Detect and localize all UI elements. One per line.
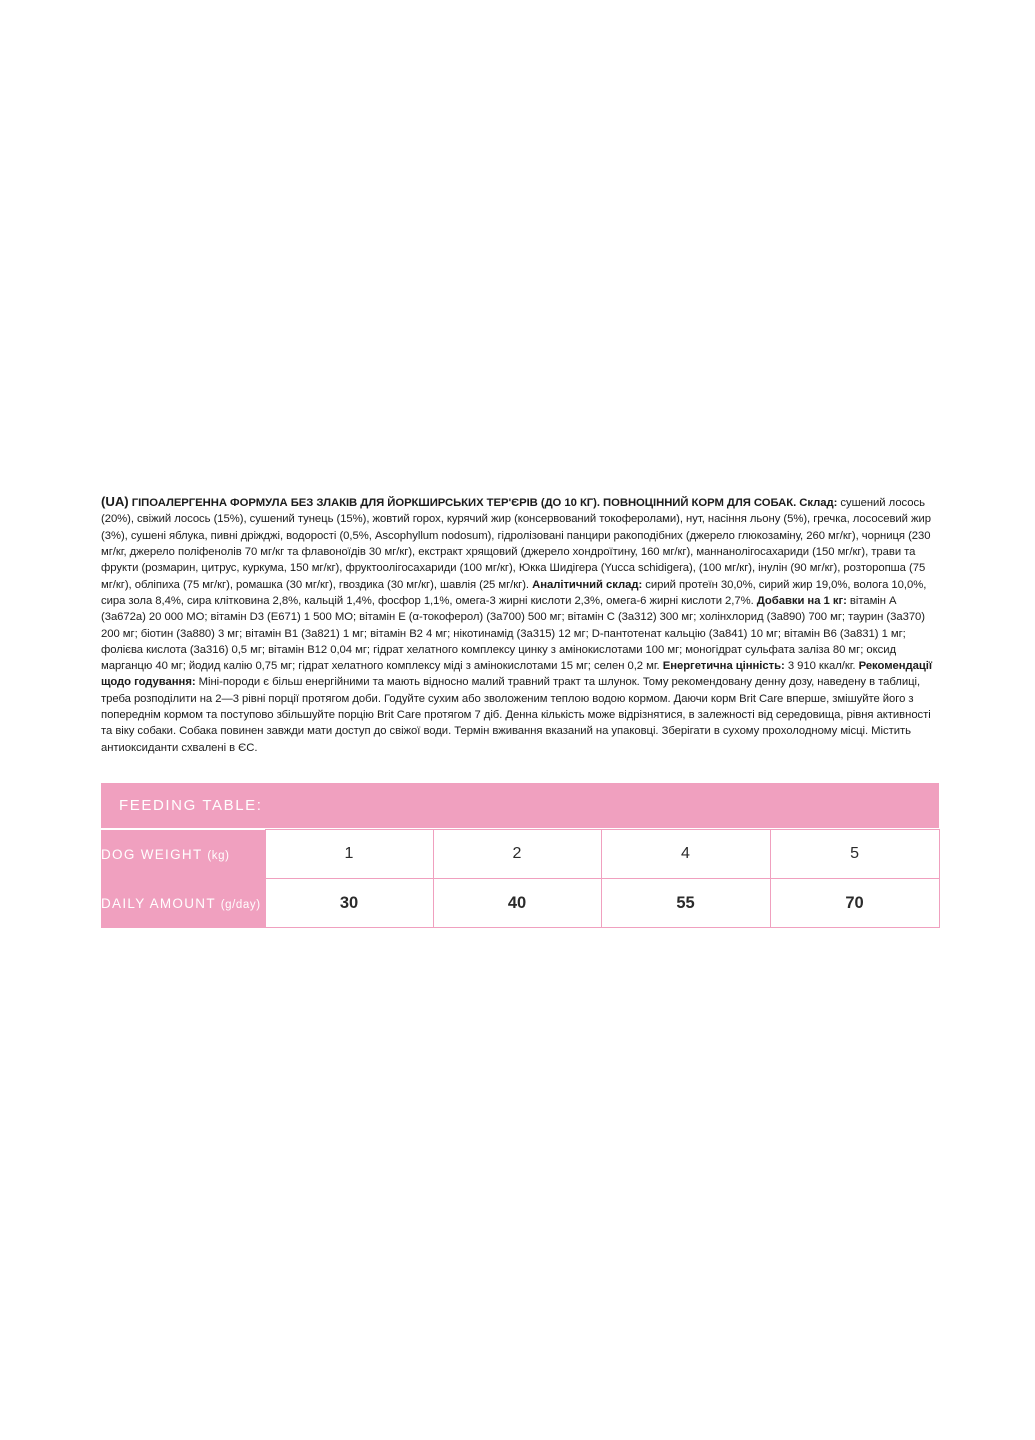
daily-amount-label bbox=[101, 879, 265, 928]
dog-weight-unit: (kg) bbox=[207, 849, 230, 862]
dog-weight-label bbox=[101, 830, 265, 879]
table-cell: 55 bbox=[601, 879, 770, 928]
dog-weight-label-text: DOG WEIGHT bbox=[101, 846, 203, 862]
dog-weight-row bbox=[101, 830, 939, 879]
table-cell: 5 bbox=[770, 830, 939, 879]
feeding-table-title-row bbox=[101, 783, 939, 828]
additives-text: вітамін A (3a672a) 20 000 МО; вітамін D3 (E671) 1 500 МО; вітамін E (α-токоферол) (3a700) 500 мг; вітамін C (3a312) 300 мг; холінхлорид (3a890) 700 мг; таурин (3a370) 200 мг; біотин (3a880) 3 мг; вітамін B1 (3a821) 1 мг; вітамін B2 4 мг; нікотинамід (3a315) 12 мг; D-пантотенат кальцію (3a841) 10 мг; вітамін B6 (3a831) 1 мг; фолієва кислота (3a316) 0,5 мг; вітамін B12 0,04 мг; гідрат хелатного комплексу цинку з амінокислотами 100 мг; моногідрат сульфата заліза 80 мг; оксид марганцю 40 мг; йодид калію 0,75 мг; гідрат хелатного комплексу міді з амінокислотами 15 мг; селен 0,2 мг. bbox=[101, 594, 926, 673]
language-tag: (UA) bbox=[101, 494, 129, 509]
table-cell: 2 bbox=[433, 830, 601, 879]
recommendations-label: Рекомендації щодо годування: bbox=[101, 660, 932, 689]
feeding-table-title: FEEDING TABLE: bbox=[101, 783, 939, 828]
energy-label: Енергетична цінність: bbox=[662, 660, 785, 673]
analytical-text: сирий протеїн 30,0%, сирий жир 19,0%, волога 10,0%, сира зола 8,4%, сира клітковина 2,8%, кальцій 1,4%, фосфор 1,1%, омега-3 жирні кислоти 2,3%, омега-6 жирні кислоти 2,7%. bbox=[101, 578, 927, 607]
recommendations-text: Міні-породи є більш енергійними та мають відносно малий травний тракт та шлунок. Тому рекомендовану денну дозу, наведену в таблиці, треба розподілити на 2—3 рівні порції протягом доби. Годуйте сухим або зволоженим теплою водою кормом. Даючи корм Brit Care вперше, змішуйте його з попереднім кормом та поступово збільшуйте порцію Brit Care протягом 7 діб. Денна кількість може відрізнятися, в залежності від середовища, рівня активності та віку собаки. Собака повинен завжди мати доступ до свіжої води. Термін вживання вказаний на упаковці. Зберігати в сухому прохолодному місці. Містить антиоксиданти схвалені в ЄС. bbox=[101, 676, 931, 754]
product-heading: ГІПОАЛЕРГЕННА ФОРМУЛА БЕЗ ЗЛАКІВ ДЛЯ ЙОРКШИРСЬКИХ ТЕР'ЄРІВ (ДО 10 КГ). ПОВНОЦІННИЙ КОРМ ДЛЯ СОБАК. bbox=[131, 497, 797, 509]
energy-text: 3 910 ккал/кг. bbox=[787, 660, 856, 673]
table-cell: 1 bbox=[265, 830, 433, 879]
daily-amount-label-text: DAILY AMOUNT bbox=[101, 895, 216, 911]
table-cell: 40 bbox=[433, 879, 601, 928]
additives-label: Добавки на 1 кг: bbox=[756, 594, 847, 607]
table-cell: 4 bbox=[601, 830, 770, 879]
composition-text: сушений лосось (20%), свіжий лосось (15%), сушений тунець (15%), жовтий горох, курячий жир (консервований токоферолами), нут, насіння льону (5%), гречка, лососевий жир (3%), сушені яблука, пивні дріжджі, водорості (0,5%, Ascophyllum nodosum), гідролізовані панцири ракоподібних (джерело глюкозаміну, 260 мг/кг), чорниця (230 мг/кг, джерело поліфенолів 70 мг/кг та флавоноїдів 30 мг/кг), екстракт хрящовий (джерело хондроїтину, 160 мг/кг), маннанолігосахариди (150 мг/кг), трави та фрукти (розмарин, цитрус, куркума, 150 мг/кг), фруктоолігосахариди (100 мг/кг), Юкка Шидігера (Yucca schidigera), (100 мг/кг), інулін (90 мг/кг), розторопша (75 мг/кг), обліпиха (75 мг/кг), ромашка (30 мг/кг), гвоздика (30 мг/кг), шавлія (25 мг/кг). bbox=[101, 497, 932, 591]
daily-amount-unit: (g/day) bbox=[220, 898, 261, 911]
feeding-table bbox=[101, 783, 940, 928]
ingredients-paragraph bbox=[101, 492, 939, 756]
table-cell: 30 bbox=[265, 879, 433, 928]
analytical-label: Аналітичний склад: bbox=[532, 578, 643, 591]
table-cell: 70 bbox=[770, 879, 939, 928]
daily-amount-row bbox=[101, 879, 939, 928]
composition-label: Склад: bbox=[799, 497, 838, 509]
